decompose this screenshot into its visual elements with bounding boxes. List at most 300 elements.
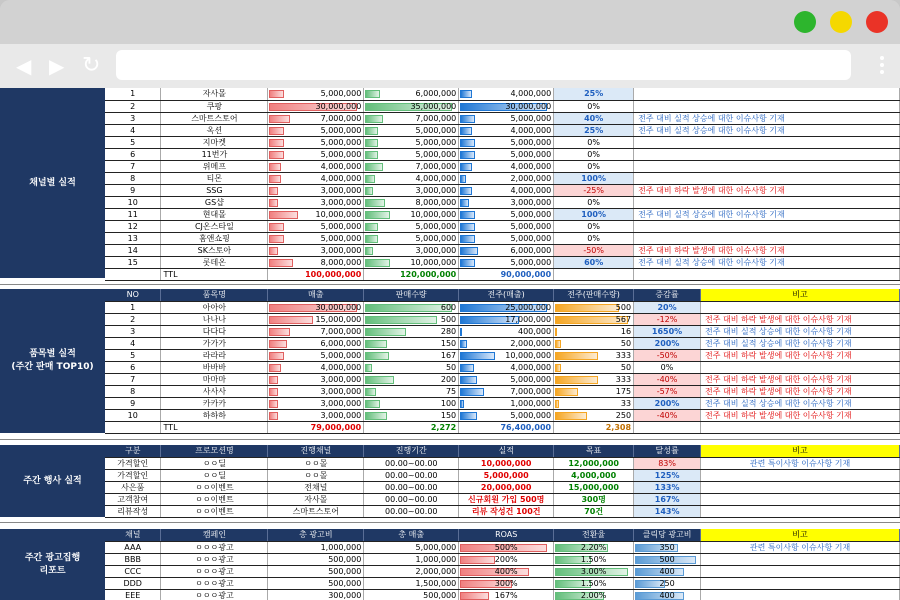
qty-cell xyxy=(364,136,459,148)
sales-cell-bar xyxy=(269,316,313,324)
ad-channel: BBB xyxy=(105,553,161,565)
cvr-cell-value: 2.00% xyxy=(580,590,607,600)
cvr-cell xyxy=(554,577,634,589)
sales-cell xyxy=(268,112,364,124)
cpc-cell xyxy=(634,577,701,589)
table-row xyxy=(105,589,900,600)
ads-header-row xyxy=(105,529,900,541)
qty-cell-value: 7,000,000 xyxy=(415,161,457,171)
qty-cell-value: 6,000,000 xyxy=(415,89,457,99)
qty-cell-bar xyxy=(365,127,377,135)
prev-cell-bar xyxy=(460,163,472,171)
cpc-cell-value: 400 xyxy=(659,590,675,600)
col-header: ROAS xyxy=(459,529,554,541)
prev-qty-cell xyxy=(554,301,634,313)
qty-cell-bar xyxy=(365,175,375,183)
roas-cell xyxy=(459,565,554,577)
col-header: 진행채널 xyxy=(268,445,364,457)
total-label: TTL xyxy=(161,421,268,433)
channel-section xyxy=(0,88,900,278)
prev-sales-cell-bar xyxy=(460,352,495,360)
rate-cell: 143% xyxy=(634,505,701,517)
prev-qty-cell xyxy=(554,337,634,349)
sales-cell-value: 3,000,000 xyxy=(320,185,362,195)
note-cell: 전주 대비 하락 발생에 대한 이슈사항 기재 xyxy=(701,409,900,421)
prev-cell xyxy=(459,172,554,184)
qty-cell-value: 100 xyxy=(440,398,457,408)
prev-cell xyxy=(459,196,554,208)
ad-campaign: ㅇㅇㅇ광고 xyxy=(161,589,268,600)
sales-cell-value: 5,000,000 xyxy=(320,125,362,135)
qty-cell-value: 35,000,000 xyxy=(410,101,457,111)
roas-cell-value: 200% xyxy=(494,554,518,564)
sales-cell-bar xyxy=(269,340,286,348)
rate-cell: 1650% xyxy=(634,325,701,337)
sales-cell xyxy=(268,100,364,112)
sales-cell-bar xyxy=(269,364,281,372)
event-section-label: 주간 행사 실적 xyxy=(0,445,105,517)
ad-campaign: ㅇㅇㅇ광고 xyxy=(161,553,268,565)
prev-qty-cell-value: 33 xyxy=(620,398,632,408)
qty-cell-bar xyxy=(365,90,380,98)
window-dot-green[interactable] xyxy=(794,11,816,33)
ad-cost: 500,000 xyxy=(268,565,364,577)
event-section xyxy=(0,445,900,517)
col-header: 캠페인 xyxy=(161,529,268,541)
product-section-label: 품목별 실적 (주간 판매 TOP10) xyxy=(0,289,105,433)
prev-sales-cell-bar xyxy=(460,412,477,420)
product-header-row xyxy=(105,289,900,301)
sales-cell-value: 5,000,000 xyxy=(320,233,362,243)
qty-cell xyxy=(364,361,459,373)
prev-cell-bar xyxy=(460,175,466,183)
rate-cell: 0% xyxy=(554,220,634,232)
channel-name: 11번가 xyxy=(161,148,268,160)
sales-cell xyxy=(268,220,364,232)
cvr-cell xyxy=(554,589,634,600)
sales-cell xyxy=(268,361,364,373)
qty-cell-value: 500 xyxy=(440,314,457,324)
event-type: 사은품 xyxy=(105,481,161,493)
prev-sales-cell xyxy=(459,313,554,325)
note-cell: 전주 대비 하락 발생에 대한 이슈사항 기재 xyxy=(701,373,900,385)
prev-cell-value: 5,000,000 xyxy=(510,113,552,123)
qty-cell-bar xyxy=(365,223,377,231)
row-no: 6 xyxy=(105,361,161,373)
qty-cell xyxy=(364,349,459,361)
sales-cell-value: 15,000,000 xyxy=(315,314,362,324)
cvr-cell-value: 2.20% xyxy=(580,542,607,552)
row-no: 13 xyxy=(105,232,161,244)
sales-cell-value: 3,000,000 xyxy=(320,386,362,396)
rate-cell: 0% xyxy=(554,148,634,160)
ad-sales: 1,000,000 xyxy=(364,553,459,565)
sales-cell-bar xyxy=(269,376,278,384)
reload-icon[interactable]: ↻ xyxy=(82,53,101,78)
prev-cell-bar xyxy=(460,259,474,267)
cpc-cell xyxy=(634,553,701,565)
col-header: 진행기간 xyxy=(364,445,459,457)
qty-cell xyxy=(364,124,459,136)
event-result: 20,000,000 xyxy=(459,481,554,493)
note-cell: 전주 대비 하락 발생에 대한 이슈사항 기재 xyxy=(634,244,900,256)
prev-sales-cell-value: 2,000,000 xyxy=(510,338,552,348)
prev-sales-cell-bar xyxy=(460,400,463,408)
total-row xyxy=(105,421,900,433)
prev-qty-cell-bar xyxy=(555,328,557,336)
event-table xyxy=(105,445,900,518)
table-row xyxy=(105,361,900,373)
window-dot-yellow[interactable] xyxy=(830,11,852,33)
col-header: 비고 xyxy=(701,529,900,541)
note-cell xyxy=(701,565,900,577)
qty-cell xyxy=(364,100,459,112)
col-header: NO xyxy=(105,289,161,301)
row-no: 1 xyxy=(105,301,161,313)
forward-arrow-icon[interactable]: ▶ xyxy=(49,54,65,78)
qty-cell-bar xyxy=(365,376,394,384)
event-result: 리뷰 작성건 100건 xyxy=(459,505,554,517)
channel-name: 옥션 xyxy=(161,124,268,136)
note-cell xyxy=(634,220,900,232)
note-cell: 관련 특이사항 이슈사항 기재 xyxy=(701,541,900,553)
prev-qty-cell-value: 50 xyxy=(620,362,632,372)
cpc-cell-value: 250 xyxy=(659,578,675,588)
channel-name: 현대몰 xyxy=(161,208,268,220)
sales-cell xyxy=(268,349,364,361)
row-no: 5 xyxy=(105,349,161,361)
nav-bar xyxy=(0,44,900,88)
prev-cell xyxy=(459,136,554,148)
sales-cell-value: 5,000,000 xyxy=(320,350,362,360)
note-cell: 전주 대비 실적 상승에 대한 이슈사항 기재 xyxy=(634,124,900,136)
ad-cost: 500,000 xyxy=(268,577,364,589)
col-header: 매출 xyxy=(268,289,364,301)
product-name: 다다다 xyxy=(161,325,268,337)
prev-qty-cell xyxy=(554,385,634,397)
rate-cell: 40% xyxy=(554,112,634,124)
sales-cell xyxy=(268,172,364,184)
channel-name: 롯데온 xyxy=(161,256,268,268)
sales-cell xyxy=(268,313,364,325)
event-period: 00.00~00.00 xyxy=(364,457,459,469)
event-type: 리뷰작성 xyxy=(105,505,161,517)
sales-cell-value: 3,000,000 xyxy=(320,374,362,384)
col-header: 총 광고비 xyxy=(268,529,364,541)
sales-cell-value: 5,000,000 xyxy=(320,221,362,231)
sales-cell xyxy=(268,184,364,196)
row-no: 2 xyxy=(105,100,161,112)
row-no: 8 xyxy=(105,385,161,397)
prev-cell-value: 4,000,000 xyxy=(510,125,552,135)
table-row xyxy=(105,565,900,577)
qty-cell-value: 167 xyxy=(440,350,457,360)
sales-cell-value: 4,000,000 xyxy=(320,362,362,372)
note-cell xyxy=(701,469,900,481)
cpc-cell xyxy=(634,541,701,553)
channel-name: SK스토아 xyxy=(161,244,268,256)
note-cell: 전주 대비 실적 상승에 대한 이슈사항 기재 xyxy=(701,397,900,409)
qty-cell-bar xyxy=(365,187,372,195)
event-channel: ㅇㅇ몰 xyxy=(268,469,364,481)
event-period: 00.00~00.00 xyxy=(364,493,459,505)
sales-cell xyxy=(268,244,364,256)
qty-cell xyxy=(364,232,459,244)
sales-cell-bar xyxy=(269,151,284,159)
window-dot-red[interactable] xyxy=(866,11,888,33)
row-no: 15 xyxy=(105,256,161,268)
prev-cell-value: 4,000,000 xyxy=(510,161,552,171)
sales-cell-bar xyxy=(269,90,284,98)
rate-cell: -40% xyxy=(634,409,701,421)
note-cell xyxy=(701,361,900,373)
event-channel: 스마트스토어 xyxy=(268,505,364,517)
sales-cell-bar xyxy=(269,328,289,336)
prev-cell-bar xyxy=(460,187,472,195)
note-cell xyxy=(701,493,900,505)
total-qty: 2,272 xyxy=(364,421,459,433)
qty-cell xyxy=(364,373,459,385)
prev-sales-cell xyxy=(459,349,554,361)
event-channel: 전채널 xyxy=(268,481,364,493)
qty-cell-bar xyxy=(365,139,377,147)
prev-sales-cell-value: 17,000,000 xyxy=(505,314,552,324)
prev-cell-value: 5,000,000 xyxy=(510,221,552,231)
total-spacer xyxy=(105,268,161,280)
total-spacer xyxy=(634,421,701,433)
qty-cell xyxy=(364,184,459,196)
rate-cell: 20% xyxy=(634,301,701,313)
prev-cell-value: 4,000,000 xyxy=(510,185,552,195)
qty-cell xyxy=(364,244,459,256)
roas-cell-value: 400% xyxy=(494,566,518,576)
table-row xyxy=(105,220,900,232)
rate-cell: 167% xyxy=(634,493,701,505)
note-cell xyxy=(634,232,900,244)
prev-sales-cell-bar xyxy=(460,328,462,336)
cpc-cell xyxy=(634,565,701,577)
prev-cell-bar xyxy=(460,151,474,159)
prev-qty-cell-bar xyxy=(555,352,598,360)
prev-qty-cell-bar xyxy=(555,304,619,312)
event-result: 10,000,000 xyxy=(459,457,554,469)
rate-cell: -25% xyxy=(554,184,634,196)
qty-cell xyxy=(364,337,459,349)
prev-cell-value: 6,000,000 xyxy=(510,245,552,255)
product-section xyxy=(0,289,900,433)
row-no: 3 xyxy=(105,112,161,124)
promo-name: ㅇㅇ딜 xyxy=(161,469,268,481)
promo-name: ㅇㅇ이벤트 xyxy=(161,505,268,517)
col-header: 프로모션명 xyxy=(161,445,268,457)
row-no: 8 xyxy=(105,172,161,184)
note-cell xyxy=(634,148,900,160)
row-no: 11 xyxy=(105,208,161,220)
promo-name: ㅇㅇ이벤트 xyxy=(161,493,268,505)
prev-sales-cell-value: 400,000 xyxy=(518,326,552,336)
event-target: 12,000,000 xyxy=(554,457,634,469)
sales-cell xyxy=(268,160,364,172)
table-row xyxy=(105,160,900,172)
prev-sales-cell-value: 25,000,000 xyxy=(505,302,552,312)
col-header: 달성률 xyxy=(634,445,701,457)
prev-sales-cell-value: 1,000,000 xyxy=(510,398,552,408)
product-name: 아아아 xyxy=(161,301,268,313)
col-header: 품목명 xyxy=(161,289,268,301)
col-header: 증감률 xyxy=(634,289,701,301)
sales-cell-value: 4,000,000 xyxy=(320,161,362,171)
qty-cell-bar xyxy=(365,235,377,243)
prev-sales-cell-bar xyxy=(460,388,484,396)
qty-cell-value: 280 xyxy=(440,326,457,336)
ads-section xyxy=(0,529,900,600)
event-header-row xyxy=(105,445,900,457)
qty-cell xyxy=(364,325,459,337)
cvr-cell xyxy=(554,541,634,553)
qty-cell-bar xyxy=(365,259,390,267)
prev-sales-cell xyxy=(459,301,554,313)
sales-cell xyxy=(268,397,364,409)
row-no: 9 xyxy=(105,184,161,196)
rate-cell: -57% xyxy=(634,385,701,397)
qty-cell xyxy=(364,208,459,220)
ad-sales: 1,500,000 xyxy=(364,577,459,589)
total-prev-qty: 2,308 xyxy=(554,421,634,433)
rate-cell: 0% xyxy=(554,136,634,148)
prev-qty-cell-value: 333 xyxy=(615,374,632,384)
promo-name: ㅇㅇ딜 xyxy=(161,457,268,469)
prev-cell-bar xyxy=(460,223,474,231)
back-arrow-icon[interactable]: ◀ xyxy=(16,54,32,78)
address-bar[interactable] xyxy=(116,50,851,80)
ads-section-label: 주간 광고집행 리포트 xyxy=(0,529,105,600)
qty-cell-bar xyxy=(365,151,377,159)
product-table xyxy=(105,289,900,434)
row-no: 4 xyxy=(105,124,161,136)
event-result: 신규회원 가입 500명 xyxy=(459,493,554,505)
qty-cell xyxy=(364,88,459,100)
event-target: 4,000,000 xyxy=(554,469,634,481)
prev-sales-cell-value: 5,000,000 xyxy=(510,374,552,384)
sales-cell-value: 5,000,000 xyxy=(320,89,362,99)
cpc-cell-value: 500 xyxy=(659,554,675,564)
kebab-menu-icon[interactable] xyxy=(880,56,884,77)
prev-sales-cell xyxy=(459,409,554,421)
qty-cell-value: 5,000,000 xyxy=(415,233,457,243)
qty-cell-bar xyxy=(365,199,385,207)
table-row xyxy=(105,232,900,244)
table-row xyxy=(105,481,900,493)
note-cell: 전주 대비 실적 상승에 대한 이슈사항 기재 xyxy=(701,337,900,349)
event-target: 70건 xyxy=(554,505,634,517)
event-period: 00.00~00.00 xyxy=(364,481,459,493)
event-channel: ㅇㅇ몰 xyxy=(268,457,364,469)
prev-cell-value: 5,000,000 xyxy=(510,137,552,147)
sales-cell-value: 3,000,000 xyxy=(320,410,362,420)
qty-cell-bar xyxy=(365,352,389,360)
rate-cell: -40% xyxy=(634,373,701,385)
rate-cell: 100% xyxy=(554,172,634,184)
prev-qty-cell xyxy=(554,361,634,373)
table-row xyxy=(105,541,900,553)
rate-cell: 83% xyxy=(634,457,701,469)
sales-cell xyxy=(268,373,364,385)
col-header: 전주(판매수량) xyxy=(554,289,634,301)
sales-cell xyxy=(268,337,364,349)
note-cell: 전주 대비 실적 상승에 대한 이슈사항 기재 xyxy=(701,325,900,337)
sales-cell-bar xyxy=(269,115,289,123)
table-row xyxy=(105,301,900,313)
qty-cell-value: 5,000,000 xyxy=(415,125,457,135)
prev-qty-cell-bar xyxy=(555,400,559,408)
product-name: 가가가 xyxy=(161,337,268,349)
cvr-cell-value: 1.50% xyxy=(580,578,607,588)
sales-cell-bar xyxy=(269,127,284,135)
row-no: 2 xyxy=(105,313,161,325)
qty-cell xyxy=(364,301,459,313)
table-row xyxy=(105,373,900,385)
qty-cell-value: 5,000,000 xyxy=(415,149,457,159)
qty-cell-bar xyxy=(365,328,405,336)
qty-cell-value: 7,000,000 xyxy=(415,113,457,123)
qty-cell-bar xyxy=(365,400,379,408)
sales-cell-bar xyxy=(269,175,281,183)
sales-cell xyxy=(268,124,364,136)
cvr-cell-value: 1.50% xyxy=(580,554,607,564)
product-name: 마마마 xyxy=(161,373,268,385)
qty-cell xyxy=(364,313,459,325)
sales-cell xyxy=(268,196,364,208)
channel-section-label: 채널별 실적 xyxy=(0,88,105,278)
sales-cell-value: 5,000,000 xyxy=(320,149,362,159)
note-cell xyxy=(634,160,900,172)
channel-name: 쿠팡 xyxy=(161,100,268,112)
ad-sales: 5,000,000 xyxy=(364,541,459,553)
event-period: 00.00~00.00 xyxy=(364,469,459,481)
ad-sales: 500,000 xyxy=(364,589,459,600)
roas-cell-bar xyxy=(460,592,489,600)
sales-cell-value: 30,000,000 xyxy=(315,101,362,111)
prev-qty-cell xyxy=(554,325,634,337)
event-target: 300명 xyxy=(554,493,634,505)
table-row xyxy=(105,385,900,397)
rate-cell: 200% xyxy=(634,397,701,409)
row-no: 3 xyxy=(105,325,161,337)
prev-cell-value: 2,000,000 xyxy=(510,173,552,183)
sales-cell-bar xyxy=(269,199,278,207)
prev-cell xyxy=(459,208,554,220)
channel-name: 홈앤쇼핑 xyxy=(161,232,268,244)
note-cell xyxy=(701,301,900,313)
table-row xyxy=(105,256,900,268)
table-row xyxy=(105,172,900,184)
col-header: 비고 xyxy=(701,289,900,301)
prev-sales-cell-bar xyxy=(460,340,467,348)
prev-cell xyxy=(459,88,554,100)
ad-campaign: ㅇㅇㅇ광고 xyxy=(161,541,268,553)
prev-cell-bar xyxy=(460,127,472,135)
prev-cell-bar xyxy=(460,211,474,219)
rate-cell: 0% xyxy=(554,100,634,112)
cpc-cell-value: 400 xyxy=(659,566,675,576)
prev-cell-value: 30,000,000 xyxy=(505,101,552,111)
prev-sales-cell xyxy=(459,373,554,385)
col-header: 총 매출 xyxy=(364,529,459,541)
sales-cell xyxy=(268,136,364,148)
qty-cell xyxy=(364,112,459,124)
channel-name: 위메프 xyxy=(161,160,268,172)
note-cell: 전주 대비 하락 발생에 대한 이슈사항 기재 xyxy=(701,385,900,397)
